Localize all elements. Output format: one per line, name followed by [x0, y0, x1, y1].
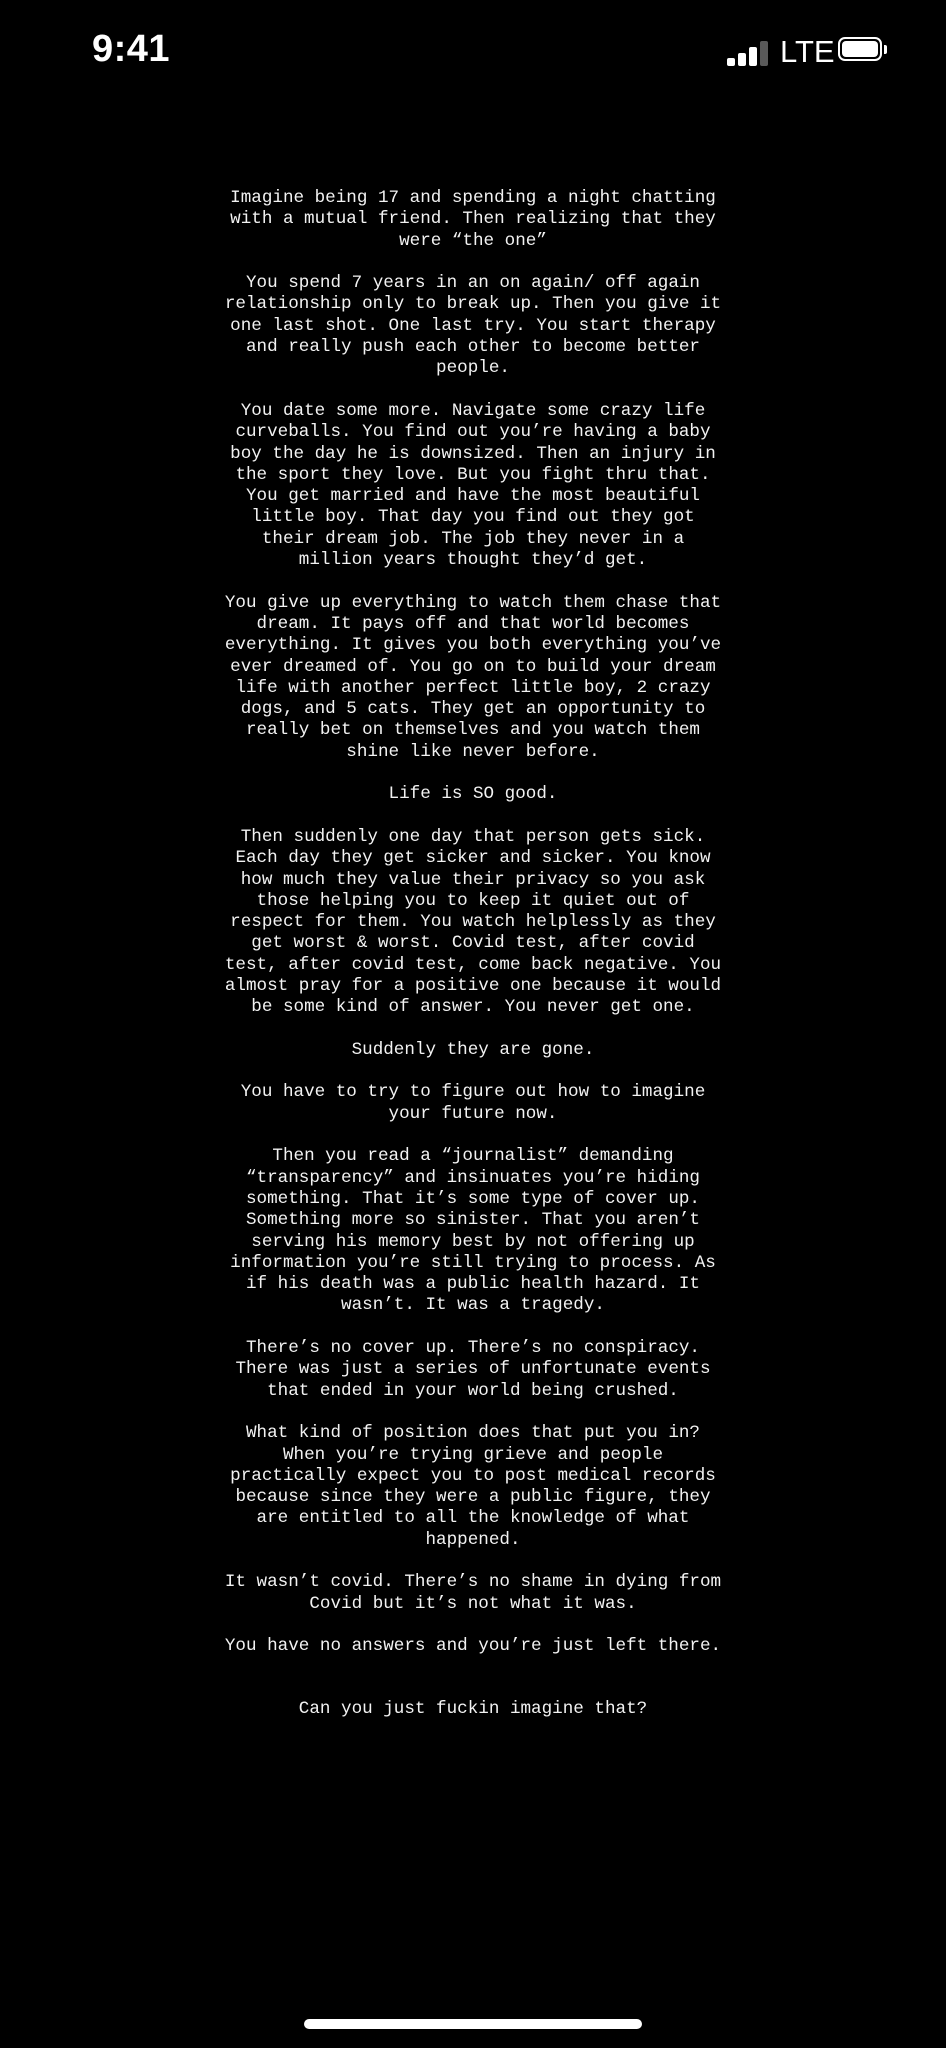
story-closing-line: Can you just fuckin imagine that? [298, 1699, 648, 1720]
status-time: 9:41 [92, 28, 171, 70]
signal-bar [738, 53, 746, 66]
story-paragraph: You have to try to figure out how to imagine your future now. [240, 1082, 706, 1124]
story-paragraph: You have no answers and you’re just left there. [224, 1636, 722, 1657]
story-paragraph: Suddenly they are gone. [351, 1039, 595, 1060]
signal-bar [760, 41, 768, 66]
story-paragraph: There’s no cover up. There’s no conspiracy. There was just a series of unfortunate events that ended in your world being crushed. [235, 1338, 711, 1401]
battery-icon [838, 37, 888, 63]
signal-bar [749, 47, 757, 66]
story-paragraph: It wasn’t covid. There’s no shame in dying from Covid but it’s not what it was. [224, 1572, 722, 1614]
story-paragraph: Imagine being 17 and spending a night chatting with a mutual friend. Then realizing that they were “the one” [230, 188, 716, 251]
story-text [195, 188, 751, 1742]
story-paragraph: You spend 7 years in an on again/ off again relationship only to break up. Then you give it one last shot. One last try. You start therapy and really push each other to become better people. [224, 273, 722, 379]
battery-fill [842, 41, 878, 57]
story-paragraph: You give up everything to watch them chase that dream. It pays off and that world becomes everything. It gives you both everything you’ve ever dreamed of. You go on to build your dream life with another perfect little boy, 2 crazy dogs, and 5 cats. They get an opportunity to really bet on themselves and you watch them shine like never before. [224, 592, 722, 762]
signal-bar [727, 58, 735, 66]
home-indicator[interactable] [304, 2019, 642, 2029]
story-paragraph: What kind of position does that put you in? When you’re trying grieve and people practically expect you to post medical records because since they were a public figure, they are entitled to all the knowledge of what happened. [230, 1423, 716, 1550]
story-paragraph: Then suddenly one day that person gets sick. Each day they get sicker and sicker. You know how much they value their privacy so you ask those helping you to keep it quiet out of respect for them. You watch helplessly as they get worst & worst. Covid test, after covid test, after covid test, come back negative. You almost pray for a positive one because it would be some kind of answer. You never get one. [224, 826, 722, 1018]
story-paragraph: Then you read a “journalist” demanding “transparency” and insinuates you’re hiding something. That it’s some type of cover up. Something more so sinister. That you aren’t serving his memory best by not offering up information you’re still trying to process. As if his death was a public health hazard. It wasn’t. It was a tragedy. [230, 1146, 716, 1316]
story-paragraph: Life is SO good. [388, 784, 558, 805]
status-bar [0, 0, 946, 110]
cellular-signal-icon [727, 40, 769, 66]
network-type: LTE [780, 34, 835, 69]
story-paragraph: You date some more. Navigate some crazy life curveballs. You find out you’re having a baby boy the day he is downsized. Then an injury in the sport they love. But you fight thru that. You get married and have the most beautiful little boy. That day you find out they got their dream job. The job they never in a million years thought they’d get. [230, 400, 716, 571]
